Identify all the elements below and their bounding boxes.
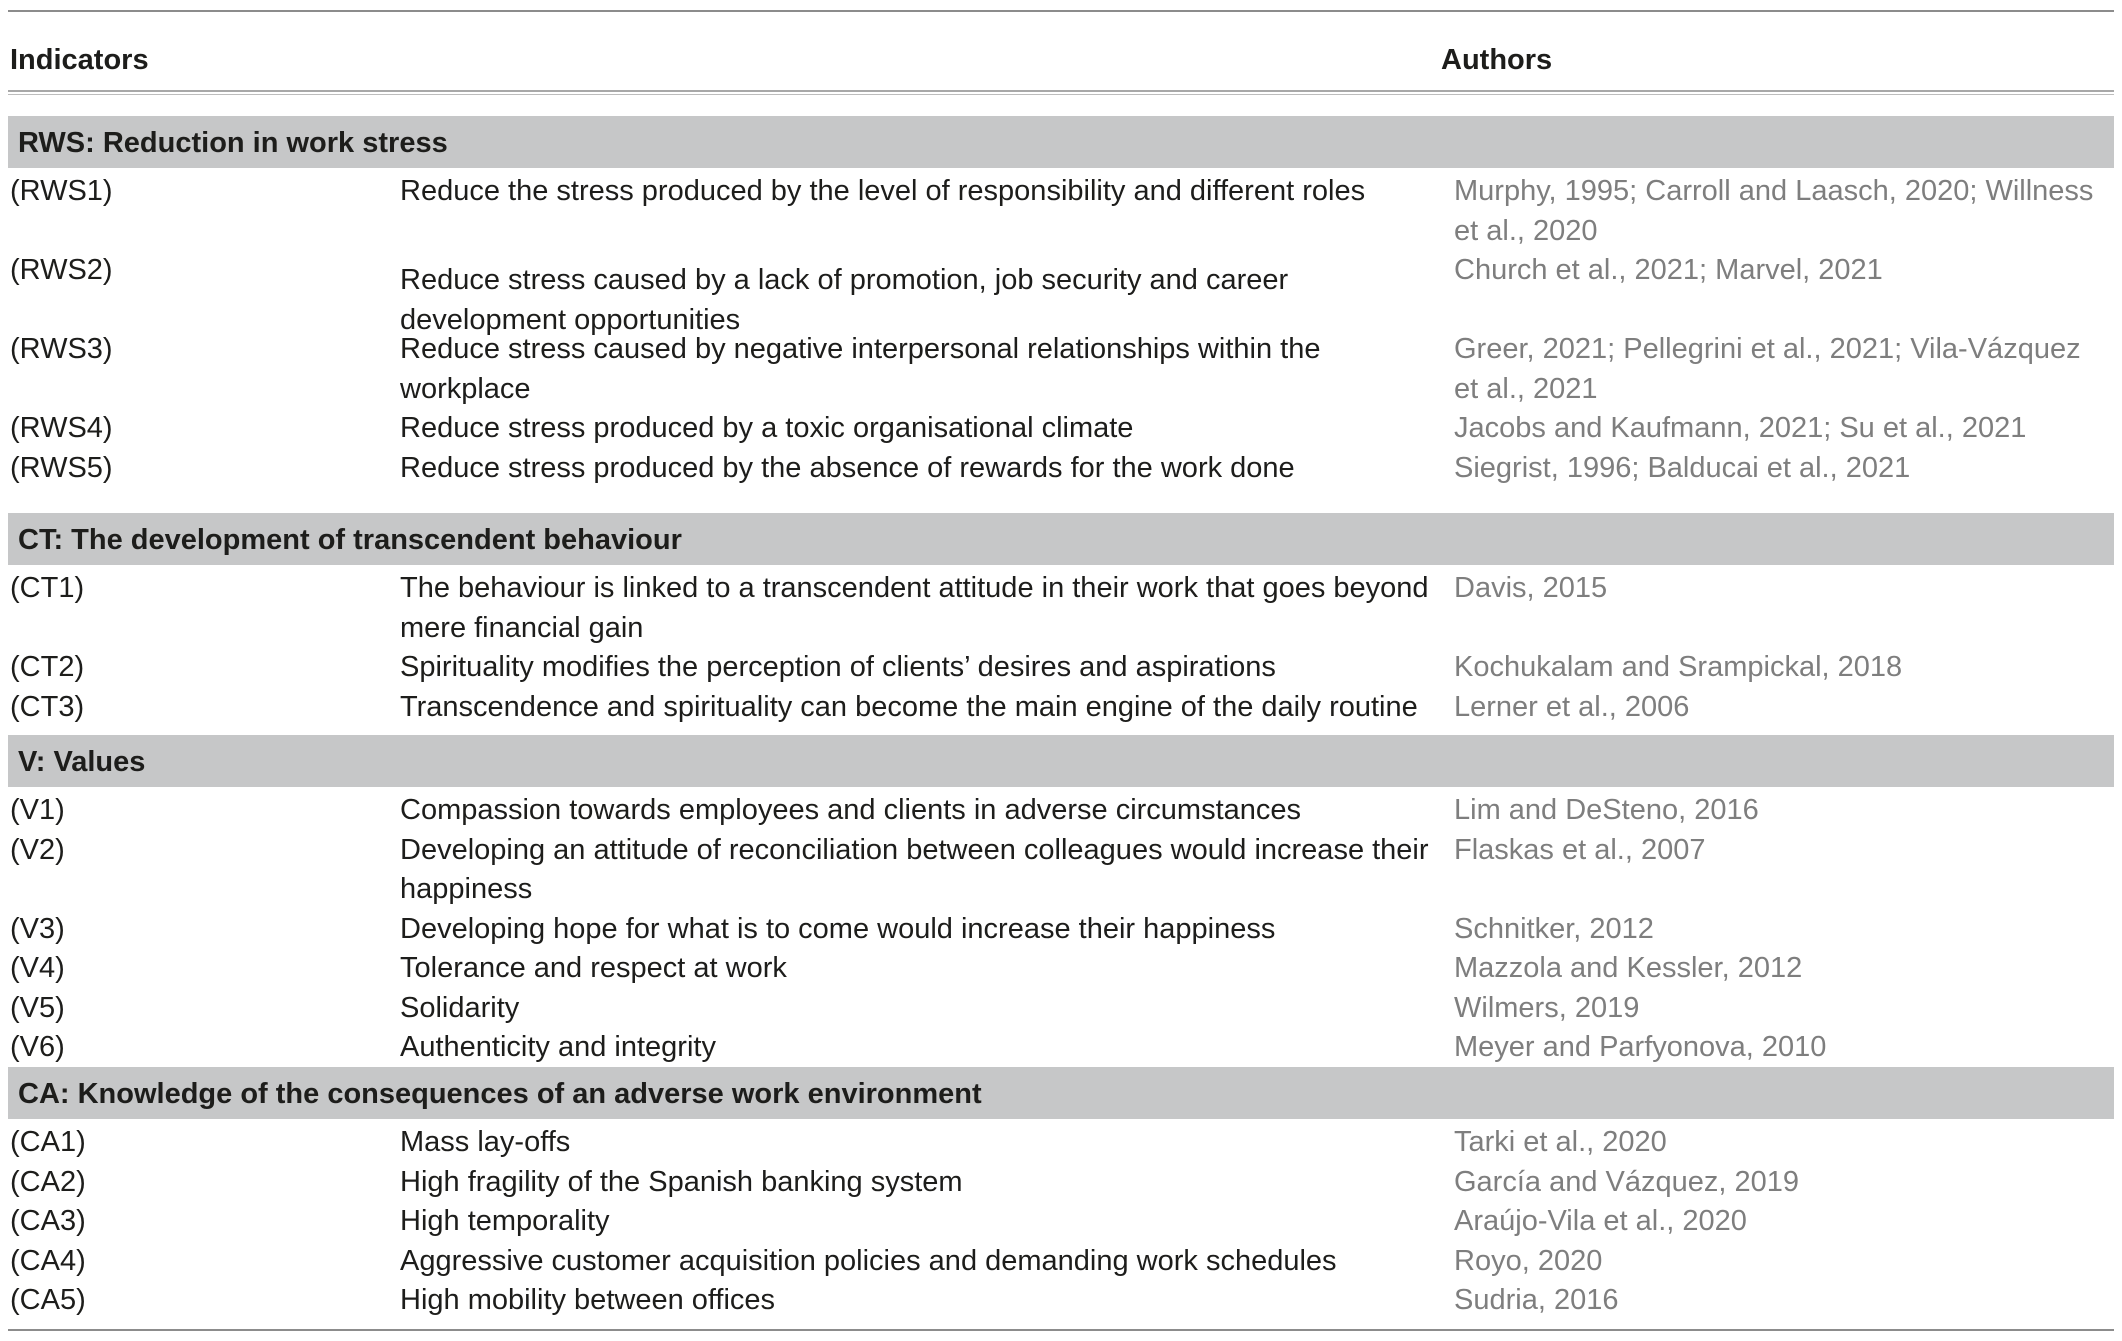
table-header bbox=[8, 12, 2114, 90]
indicator-description: Solidarity bbox=[400, 991, 520, 1024]
column-header-indicators: Indicators bbox=[10, 44, 149, 76]
indicator-code: (V6) bbox=[10, 1031, 65, 1063]
indicator-code: (V4) bbox=[10, 952, 65, 984]
indicator-authors: Lim and DeSteno, 2016 bbox=[1454, 794, 1759, 826]
section-title: CA: Knowledge of the consequences of an adverse work environment bbox=[18, 1078, 982, 1110]
section-header bbox=[8, 513, 2114, 565]
section-header bbox=[8, 735, 2114, 787]
indicator-description: Mass lay-offs bbox=[400, 1126, 571, 1158]
indicator-description: Developing an attitude of reconciliation between colleagues would increase their happiness bbox=[400, 833, 1429, 905]
indicator-description: High fragility of the Spanish banking system bbox=[400, 1165, 963, 1198]
table-bottom-rule bbox=[8, 1329, 2114, 1331]
indicator-description: Authenticity and integrity bbox=[400, 1031, 716, 1063]
indicator-authors: Wilmers, 2019 bbox=[1454, 991, 1640, 1024]
indicator-code: (V3) bbox=[10, 912, 65, 945]
indicator-code: (RWS1) bbox=[10, 175, 113, 207]
indicator-authors: Kochukalam and Srampickal, 2018 bbox=[1454, 651, 1903, 683]
section-header bbox=[8, 116, 2114, 168]
indicator-description: Reduce stress caused by a lack of promotion, job security and career development opportunities bbox=[400, 264, 1289, 336]
indicator-authors: Lerner et al., 2006 bbox=[1454, 690, 1690, 723]
indicator-authors: Sudria, 2016 bbox=[1454, 1284, 1619, 1316]
indicator-description: Developing hope for what is to come would increase their happiness bbox=[400, 912, 1276, 945]
indicator-description: Reduce stress caused by negative interpersonal relationships within the workplace bbox=[400, 333, 1321, 405]
column-header-authors: Authors bbox=[1441, 44, 1553, 76]
indicator-code: (V2) bbox=[10, 833, 65, 866]
indicator-description: High mobility between offices bbox=[400, 1284, 776, 1316]
indicator-authors: Jacobs and Kaufmann, 2021; Su et al., 2021 bbox=[1454, 412, 2027, 444]
indicator-description: Reduce stress produced by the absence of rewards for the work done bbox=[400, 451, 1295, 484]
indicator-authors: Siegrist, 1996; Balducai et al., 2021 bbox=[1454, 451, 1911, 484]
indicator-code: (CT2) bbox=[10, 651, 85, 683]
indicator-authors: García and Vázquez, 2019 bbox=[1454, 1165, 1800, 1198]
indicator-code: (CA4) bbox=[10, 1244, 86, 1277]
indicator-description: Reduce the stress produced by the level of responsibility and different roles bbox=[400, 175, 1366, 207]
indicator-code: (CT3) bbox=[10, 690, 85, 723]
header-rule bbox=[8, 90, 2114, 92]
section-title: RWS: Reduction in work stress bbox=[18, 127, 448, 159]
indicator-authors: Church et al., 2021; Marvel, 2021 bbox=[1454, 254, 1883, 286]
indicator-description: Aggressive customer acquisition policies and demanding work schedules bbox=[400, 1244, 1337, 1277]
indicator-code: (RWS2) bbox=[10, 254, 113, 286]
indicator-code: (V1) bbox=[10, 794, 65, 826]
indicator-authors: Meyer and Parfyonova, 2010 bbox=[1454, 1031, 1827, 1063]
indicator-code: (CA2) bbox=[10, 1165, 86, 1198]
indicator-code: (CA3) bbox=[10, 1205, 86, 1237]
indicator-description: The behaviour is linked to a transcendent attitude in their work that goes beyond mere financial gain bbox=[400, 572, 1429, 644]
indicator-description: Transcendence and spirituality can become the main engine of the daily routine bbox=[400, 690, 1418, 723]
indicator-authors: Greer, 2021; Pellegrini et al., 2021; Vila-Vázquez et al., 2021 bbox=[1454, 333, 2081, 405]
indicator-authors: Murphy, 1995; Carroll and Laasch, 2020; Willness et al., 2020 bbox=[1454, 175, 2094, 247]
indicator-authors: Tarki et al., 2020 bbox=[1454, 1126, 1667, 1158]
indicator-authors: Schnitker, 2012 bbox=[1454, 912, 1654, 945]
section-title: V: Values bbox=[18, 746, 146, 778]
indicator-description: High temporality bbox=[400, 1205, 610, 1237]
indicator-code: (CA1) bbox=[10, 1126, 86, 1158]
indicator-code: (CA5) bbox=[10, 1284, 86, 1316]
indicator-code: (RWS3) bbox=[10, 333, 113, 365]
indicator-description: Tolerance and respect at work bbox=[400, 952, 787, 984]
header-rule-secondary bbox=[8, 94, 2114, 95]
indicator-description: Compassion towards employees and clients in adverse circumstances bbox=[400, 794, 1302, 826]
indicator-code: (RWS5) bbox=[10, 451, 113, 484]
section-title: CT: The development of transcendent behaviour bbox=[18, 524, 682, 556]
indicator-authors: Mazzola and Kessler, 2012 bbox=[1454, 952, 1803, 984]
indicator-description: Spirituality modifies the perception of clients’ desires and aspirations bbox=[400, 651, 1276, 683]
indicator-authors: Royo, 2020 bbox=[1454, 1244, 1603, 1277]
indicator-code: (RWS4) bbox=[10, 412, 113, 444]
section-header bbox=[8, 1067, 2114, 1119]
indicator-code: (V5) bbox=[10, 991, 65, 1024]
indicator-authors: Araújo-Vila et al., 2020 bbox=[1454, 1205, 1747, 1237]
indicator-code: (CT1) bbox=[10, 572, 85, 604]
indicator-authors: Flaskas et al., 2007 bbox=[1454, 833, 1706, 866]
indicator-authors: Davis, 2015 bbox=[1454, 572, 1608, 604]
indicator-description: Reduce stress produced by a toxic organisational climate bbox=[400, 412, 1134, 444]
